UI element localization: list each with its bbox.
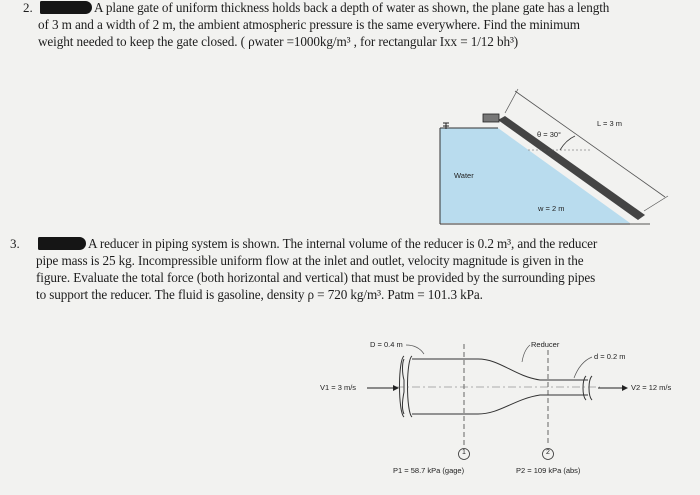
water-label: Water xyxy=(454,171,474,180)
problem-3-line-1: A reducer in piping system is shown. The internal volume of the reducer is 0.2 m³, and the reducer xyxy=(88,236,598,251)
station-2-number: 2 xyxy=(546,449,550,456)
inlet-arrow-icon xyxy=(393,385,399,391)
problem-3-line-2: pipe mass is 25 kg. Incompressible uniform flow at the inlet and outlet, velocity magnitude is given in the xyxy=(36,253,584,268)
outlet-pressure-label: P2 = 109 kPa (abs) xyxy=(516,466,581,475)
diameter-inlet-label: D = 0.4 m xyxy=(370,340,403,349)
problem-2-line-3: weight needed to keep the gate closed. ( ρwater =1000kg/m³ , for rectangular Ixx = 1/12 bh³) xyxy=(38,34,519,49)
reducer-outline xyxy=(403,359,589,414)
problem-3-number: 3. xyxy=(10,236,20,251)
problem-3-line-4: to support the reducer. The fluid is gasoline, density ρ = 720 kg/m³. Patm = 101.3 kPa. xyxy=(36,287,483,302)
station-1-number: 1 xyxy=(462,449,466,456)
problem-2-line-1: A plane gate of uniform thickness holds back a depth of water as shown, the plane gate has a length xyxy=(94,0,610,15)
diameter-outlet-label: d = 0.2 m xyxy=(594,352,626,361)
problem-2-line-2: of 3 m and a width of 2 m, the ambient atmospheric pressure is the same everywhere. Find the minimum xyxy=(38,17,580,32)
length-label: L = 3 m xyxy=(597,119,622,128)
reducer-label: Reducer xyxy=(531,340,560,349)
outlet-velocity-label: V2 = 12 m/s xyxy=(631,383,672,392)
inlet-flange xyxy=(400,356,413,417)
inlet-velocity-label: V1 = 3 m/s xyxy=(320,383,357,392)
outlet-arrow-icon xyxy=(622,385,628,391)
problem-2-number: 2. xyxy=(23,0,33,15)
inlet-pressure-label: P1 = 58.7 kPa (gage) xyxy=(393,466,465,475)
width-label: w = 2 m xyxy=(538,204,565,213)
angle-label: θ = 30° xyxy=(537,130,562,139)
problem-3-line-3: figure. Evaluate the total force (both horizontal and vertical) that must be provided by the surrounding pipes xyxy=(36,270,596,285)
